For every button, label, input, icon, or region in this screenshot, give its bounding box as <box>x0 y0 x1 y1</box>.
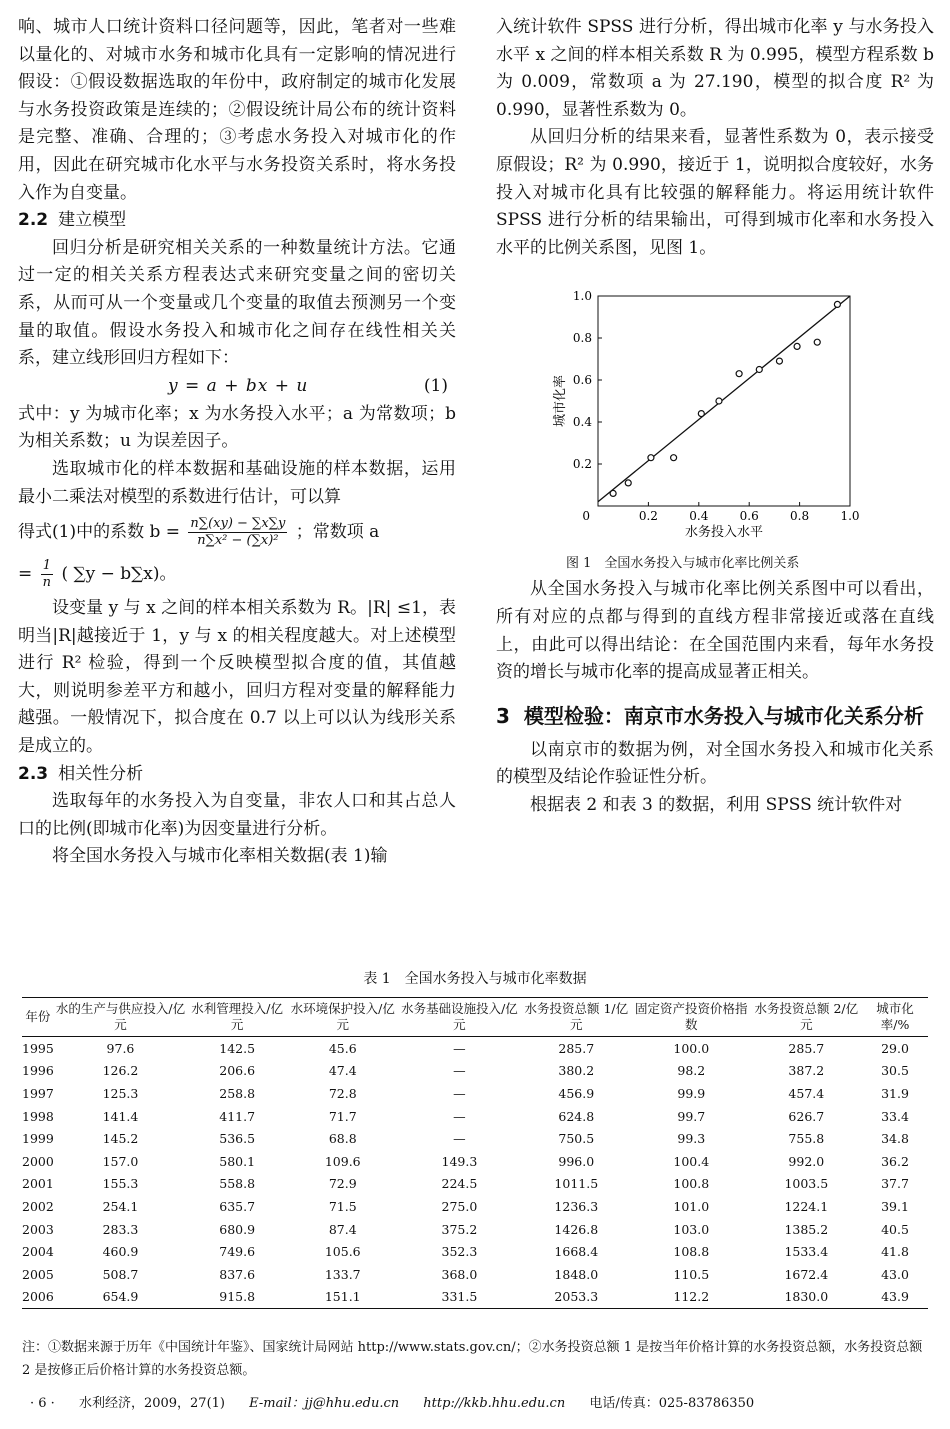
table-cell: 1011.5 <box>554 1176 599 1192</box>
table-row <box>22 1240 928 1263</box>
table-row <box>22 1150 928 1173</box>
formula-b-prefix: 得式(1)中的系数 b = <box>18 522 181 543</box>
table-cell: 1533.4 <box>784 1244 829 1260</box>
table-cell: 1848.0 <box>554 1266 599 1282</box>
table-cell: 837.6 <box>219 1266 256 1282</box>
y-tick-label: 1.0 <box>572 289 592 303</box>
table-cell: 87.4 <box>328 1221 357 1237</box>
table-cell: 30.5 <box>881 1063 909 1079</box>
table-cell: 352.3 <box>441 1244 478 1260</box>
footer-phone: 电话/传真：025-83786350 <box>589 1396 755 1411</box>
table-note: 注：①数据来源于历年《中国统计年鉴》、国家统计局网站 http://www.stats.gov.cn/；②水务投资总额 1 是按当年价格计算的水务投资总额，水务投资总额 2 是按修正后价格计算的水务投资总额。 <box>22 1340 923 1378</box>
fraction-a-numerator: 1 <box>41 558 53 575</box>
table-row <box>22 1060 928 1083</box>
data-point <box>610 490 616 496</box>
table-cell: 1385.2 <box>784 1221 829 1237</box>
table-cell: 71.7 <box>328 1108 357 1124</box>
x-tick-label: 0.2 <box>638 509 658 523</box>
table-cell: 43.0 <box>881 1266 909 1282</box>
table-cell: — <box>453 1063 466 1079</box>
table-cell: 536.5 <box>219 1131 256 1147</box>
table-cell: 99.3 <box>677 1131 706 1147</box>
table-cell: 40.5 <box>881 1221 909 1237</box>
table-row <box>22 1173 928 1196</box>
table-cell: 109.6 <box>324 1153 361 1169</box>
section-number: 3 <box>496 703 510 728</box>
table-cell: 680.9 <box>219 1221 256 1237</box>
fraction-b-numerator: n∑(xy) − ∑x∑y <box>190 516 286 532</box>
table-cell: 39.1 <box>881 1198 909 1214</box>
x-tick-label: 0.6 <box>739 509 759 523</box>
table-cell: 101.0 <box>673 1198 710 1214</box>
figure-caption: 图 1 全国水务投入与城市化率比例关系 <box>566 556 800 571</box>
table-cell: 749.6 <box>219 1244 256 1260</box>
table-header-cell: 水务投资总额 1/亿元 <box>521 998 633 1037</box>
table-cell: 1672.4 <box>784 1266 829 1282</box>
table-cell: 157.0 <box>102 1153 139 1169</box>
paragraph-spss: 入统计软件 SPSS 进行分析，得出城市化率 y 与水务投入水平 x 之间的样本相关系数 R 为 0.995，模型方程系数 b 为 0.009，常数项 a 为 27.190，模型的拟合度 R² 为 0.990，显著性系数为 0。 <box>496 17 934 120</box>
section-2-3-heading <box>18 761 456 789</box>
y-tick-label: 0.2 <box>572 457 592 471</box>
table-header-cell: 城市化率/% <box>862 998 928 1037</box>
page-footer <box>30 1392 774 1411</box>
paragraph-nanjing-2: 根据表 2 和表 3 的数据，利用 SPSS 统计软件对 <box>530 794 903 815</box>
section-number: 2.3 <box>18 763 49 784</box>
x-tick-label: 0.8 <box>790 509 810 523</box>
table-cell: 258.8 <box>219 1085 256 1101</box>
table-cell: 387.2 <box>788 1063 825 1079</box>
table-cell: 126.2 <box>102 1063 139 1079</box>
table-cell: 155.3 <box>102 1176 139 1192</box>
table-cell: 36.2 <box>881 1153 909 1169</box>
table-cell: 97.6 <box>106 1040 135 1056</box>
table-cell: 1995 <box>22 1040 54 1056</box>
table-cell: 2053.3 <box>521 1286 633 1309</box>
table-cell: 141.4 <box>102 1108 139 1124</box>
table-cell: 411.7 <box>219 1108 256 1124</box>
data-point <box>671 455 677 461</box>
table-cell: 112.2 <box>632 1286 751 1309</box>
table-cell: 108.8 <box>673 1244 710 1260</box>
table-row <box>22 1286 928 1309</box>
data-point <box>834 301 840 307</box>
table-row <box>22 1127 928 1150</box>
table-cell: 1236.3 <box>554 1198 599 1214</box>
table-cell: 508.7 <box>102 1266 139 1282</box>
formula-a <box>18 553 456 595</box>
formula-a-body: ( ∑y − b∑x)。 <box>61 564 177 585</box>
table-cell: 34.8 <box>881 1131 909 1147</box>
table-cell: 1003.5 <box>784 1176 829 1192</box>
left-column <box>18 14 456 871</box>
table-cell: 100.8 <box>673 1176 710 1192</box>
y-tick-label: 0.6 <box>572 373 592 387</box>
table-cell: 1996 <box>22 1063 54 1079</box>
data-point <box>756 367 762 373</box>
section-3-heading <box>496 701 934 731</box>
table-cell: 285.7 <box>558 1040 595 1056</box>
journal-info: 水利经济，2009，27(1) <box>78 1396 225 1411</box>
table-cell: 654.9 <box>54 1286 187 1309</box>
paragraph-variables: 式中：y 为城市化率；x 为水务投入水平；a 为常数项；b 为相关系数；u 为误差因子。 <box>18 403 456 452</box>
table-cell: 43.9 <box>862 1286 928 1309</box>
data-point <box>736 371 742 377</box>
table-cell: 1998 <box>22 1108 54 1124</box>
table-cell: 133.7 <box>324 1266 361 1282</box>
table-cell: 2004 <box>22 1244 54 1260</box>
paragraph-figure: 从全国水务投入与城市化率比例关系图中可以看出，所有对应的点都与得到的直线方程非常接近或落在直线上，由此可以得出结论：在全国范围内来看，每年水务投资的增长与城市化率的提高成显著正相关。 <box>496 579 934 683</box>
equation-line <box>18 373 456 401</box>
section-2-2-heading <box>18 207 456 235</box>
paragraph-r: 设变量 y 与 x 之间的样本相关系数为 R。|R| ≤1，表明当|R|越接近于 1，y 与 x 的相关程度越大。对上述模型进行 R² 检验，得到一个反映模型拟合度的值，其值越大，则说明参差平方和越小，回归方程对变量的解释能力越强。一般情况下，拟合度在 0.7 以上可以认为线形关系是成立的。 <box>18 598 456 757</box>
y-tick-label: 0.8 <box>572 331 592 345</box>
table-cell: 1668.4 <box>554 1244 599 1260</box>
paragraph-result: 从回归分析的结果来看，显著性系数为 0，表示接受原假设；R² 为 0.990，接近于 1，说明拟合度较好，水务投入对城市化具有比较强的解释能力。将运用统计软件 SPSS 进行分析的结果输出，可得到城市化率和水务投入水平的比例关系图，见图 1。 <box>496 127 934 258</box>
paragraph-nanjing-1: 以南京市的数据为例，对全国水务投入和城市化关系的模型及结论作验证性分析。 <box>496 739 934 788</box>
table-header-cell: 水环境保护投入/亿元 <box>287 998 398 1037</box>
paragraph-ols: 选取城市化的样本数据和基础设施的样本数据，运用最小二乘法对模型的系数进行估计，可以算 <box>18 458 456 507</box>
table-cell: 626.7 <box>788 1108 825 1124</box>
table-cell: 68.8 <box>328 1131 357 1147</box>
paragraph-corr-1: 选取每年的水务投入为自变量，非农人口和其占总人口的比例(即城市化率)为因变量进行分析。 <box>18 791 456 839</box>
equation: y = a + bx + u <box>168 375 309 396</box>
table-cell: 996.0 <box>558 1153 595 1169</box>
table-cell: 1997 <box>22 1085 54 1101</box>
table-cell: 47.4 <box>328 1063 357 1079</box>
table-row <box>22 1037 928 1060</box>
table-cell: 125.3 <box>102 1085 139 1101</box>
table-cell: 580.1 <box>219 1153 256 1169</box>
paragraph-intro: 响、城市人口统计资料口径问题等，因此，笔者对一些难以量化的、对城市水务和城市化具有一定影响的情况进行假设：①假设数据选取的年份中，政府制定的城市化发展与水务投资政策是连续的；②假设统计局公布的统计资料是完整、准确、合理的；③考虑水务投入对城市化的作用，因此在研究城市化水平与水务投资关系时，将水务投入作为自变量。 <box>18 17 456 203</box>
x-axis-label: 水务投入水平 <box>684 525 764 540</box>
y-tick-label: 0.4 <box>572 415 592 429</box>
table-cell: 100.0 <box>673 1040 710 1056</box>
table-cell: 45.6 <box>328 1040 357 1056</box>
table-header-cell: 水务基础设施投入/亿元 <box>398 998 520 1037</box>
table-cell: 41.8 <box>881 1244 909 1260</box>
table-cell: 1830.0 <box>751 1286 863 1309</box>
table-cell: 29.0 <box>881 1040 909 1056</box>
table-header-cell: 固定资产投资价格指数 <box>632 998 751 1037</box>
table-cell: 149.3 <box>441 1153 478 1169</box>
formula-a-prefix: = <box>18 564 33 585</box>
table-header-cell: 水务投资总额 2/亿元 <box>751 998 863 1037</box>
table-cell: 275.0 <box>441 1198 478 1214</box>
table-cell: 142.5 <box>219 1040 256 1056</box>
chart-plot-group <box>553 289 860 540</box>
table-cell: 145.2 <box>102 1131 139 1147</box>
table-cell: 2006 <box>22 1286 54 1309</box>
fraction-a-denominator: n <box>42 575 52 591</box>
table-cell: 98.2 <box>677 1063 706 1079</box>
table-cell: 72.8 <box>328 1085 357 1101</box>
y-axis-label: 城市化率 <box>553 374 568 428</box>
table-cell: 992.0 <box>788 1153 825 1169</box>
table-cell: 2002 <box>22 1198 54 1214</box>
table-cell: 285.7 <box>788 1040 825 1056</box>
formula-b <box>18 511 456 553</box>
table-cell: 1426.8 <box>554 1221 599 1237</box>
data-point <box>776 358 782 364</box>
table-cell: 99.9 <box>677 1085 706 1101</box>
table-cell: 206.6 <box>219 1063 256 1079</box>
table-cell: 151.1 <box>287 1286 398 1309</box>
table-cell: 750.5 <box>558 1131 595 1147</box>
table-header-cell: 水利管理投入/亿元 <box>187 998 287 1037</box>
table-cell: 100.4 <box>673 1153 710 1169</box>
table-cell: 2001 <box>22 1176 54 1192</box>
fraction-b-denominator: n∑x² − (∑x)² <box>197 533 279 549</box>
table-row <box>22 1105 928 1128</box>
fraction-a <box>41 558 53 591</box>
table-cell: 460.9 <box>102 1244 139 1260</box>
section-title: 相关性分析 <box>58 763 144 784</box>
paragraph-model: 回归分析是研究相关关系的一种数量统计方法。它通过一定的相关关系方程表达式来研究变量之间的密切关系，从而可从一个变量或几个变量的取值去预测另一个变量的取值。假设水务投入和城市化之间存在线性相关关系，建立线形回归方程如下： <box>18 237 456 369</box>
table-cell: 72.9 <box>328 1176 357 1192</box>
table-row <box>22 1263 928 1286</box>
table-header-row <box>22 998 928 1037</box>
x-tick-label: 0.4 <box>689 509 709 523</box>
scatter-chart <box>548 284 878 544</box>
table-cell: — <box>453 1108 466 1124</box>
formula-b-suffix: ；常数项 a <box>295 522 380 543</box>
data-point <box>716 398 722 404</box>
table-cell: — <box>453 1040 466 1056</box>
table-row <box>22 1195 928 1218</box>
table-cell: 457.4 <box>788 1085 825 1101</box>
table-cell: 368.0 <box>441 1266 478 1282</box>
table-cell: 635.7 <box>219 1198 256 1214</box>
equation-number: (1) <box>423 375 448 396</box>
table-row <box>22 1218 928 1241</box>
table-row <box>22 1082 928 1105</box>
table-cell: 31.9 <box>881 1085 909 1101</box>
section-number: 2.2 <box>18 210 49 231</box>
footer-web: http://kkb.hhu.edu.cn <box>423 1396 566 1411</box>
table-cell: 283.3 <box>102 1221 139 1237</box>
table-title: 表 1 全国水务投入与城市化率数据 <box>363 971 587 987</box>
table-header-cell: 水的生产与供应投入/亿元 <box>54 998 187 1037</box>
table-body <box>22 1037 928 1309</box>
table-cell: 915.8 <box>187 1286 287 1309</box>
table-cell: 1224.1 <box>784 1198 829 1214</box>
fraction-b <box>188 516 287 549</box>
table-cell: — <box>453 1131 466 1147</box>
data-point <box>648 455 654 461</box>
table-cell: 755.8 <box>788 1131 825 1147</box>
table-cell: 624.8 <box>558 1108 595 1124</box>
fit-line <box>598 296 850 502</box>
data-point <box>794 343 800 349</box>
page-number: · 6 · <box>30 1396 55 1411</box>
table-cell: 1999 <box>22 1131 54 1147</box>
table-cell: 2003 <box>22 1221 54 1237</box>
data-table <box>22 997 928 1309</box>
origin-label: 0 <box>582 509 590 523</box>
data-point <box>814 339 820 345</box>
table-cell: 33.4 <box>881 1108 909 1124</box>
table-cell: 331.5 <box>398 1286 520 1309</box>
footer-email: E-mail：jj@hhu.edu.cn <box>249 1396 400 1411</box>
table-cell: 224.5 <box>441 1176 478 1192</box>
table-cell: 71.5 <box>328 1198 357 1214</box>
paragraph-corr-2: 将全国水务投入与城市化率相关数据(表 1)输 <box>52 846 388 867</box>
table-cell: 2005 <box>22 1266 54 1282</box>
table-cell: 375.2 <box>441 1221 478 1237</box>
data-point <box>698 411 704 417</box>
table-cell: 456.9 <box>558 1085 595 1101</box>
table-cell: 110.5 <box>673 1266 710 1282</box>
x-tick-label: 1.0 <box>840 509 860 523</box>
table-cell: 99.7 <box>677 1108 706 1124</box>
table-cell: 37.7 <box>881 1176 909 1192</box>
table-cell: 2000 <box>22 1153 54 1169</box>
section-title: 建立模型 <box>58 210 127 231</box>
table-cell: 558.8 <box>219 1176 256 1192</box>
table-cell: 103.0 <box>673 1221 710 1237</box>
data-point <box>625 480 631 486</box>
table-cell: 105.6 <box>324 1244 361 1260</box>
table-cell: — <box>453 1085 466 1101</box>
table-cell: 254.1 <box>102 1198 139 1214</box>
section-title: 模型检验：南京市水务投入与城市化关系分析 <box>523 703 924 728</box>
table-cell: 380.2 <box>558 1063 595 1079</box>
table-header-cell: 年份 <box>22 998 54 1037</box>
